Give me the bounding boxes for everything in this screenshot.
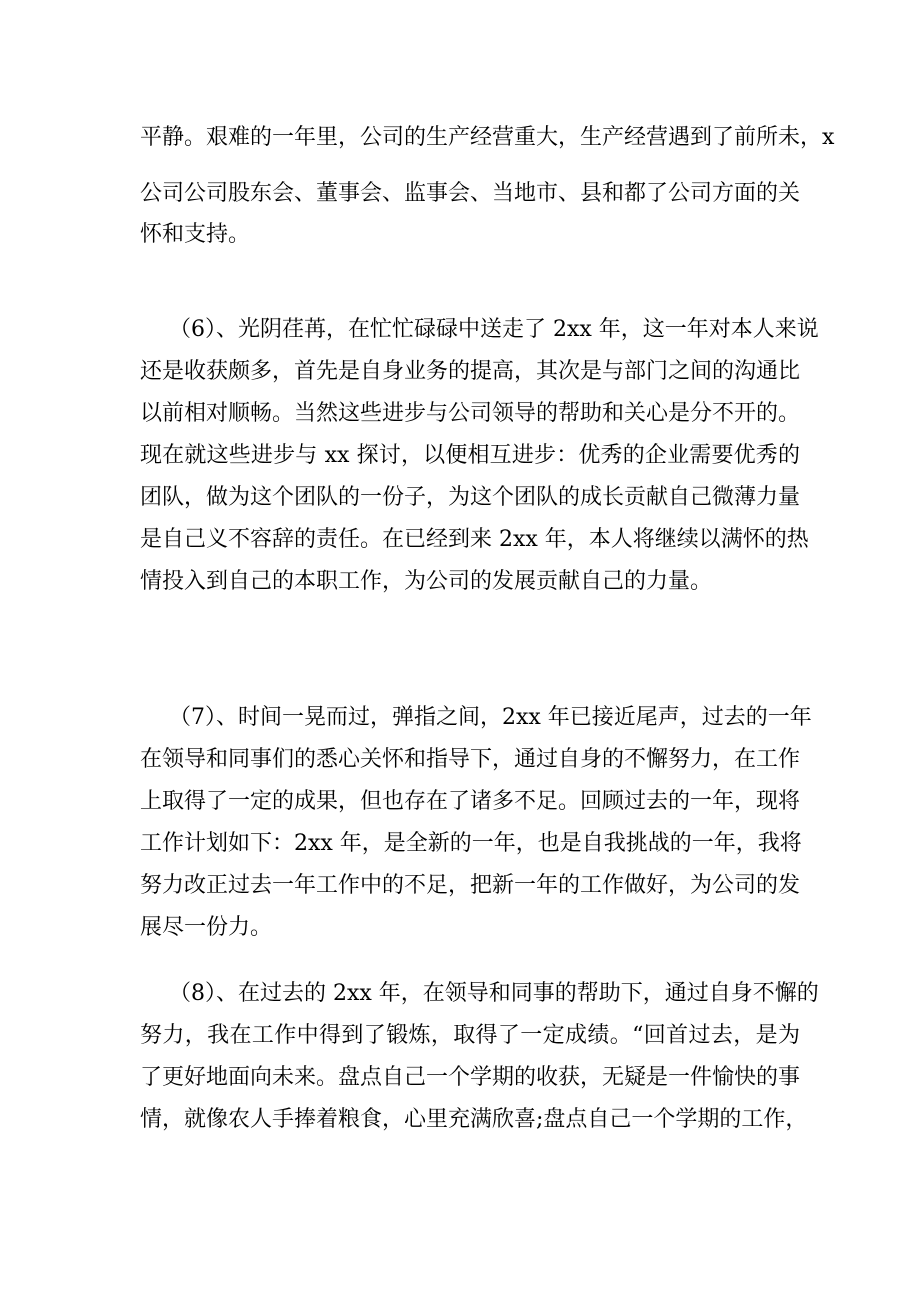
text-line: 团队，做为这个团队的一份子，为这个团队的成长贡献自己微薄力量 (140, 485, 801, 510)
text-line: 上取得了一定的成果，但也存在了诸多不足。回顾过去的一年，现将 (140, 789, 801, 814)
text-line: 是自己义不容辞的责任。在已经到来 2xx 年，本人将继续以满怀的热 (140, 527, 809, 552)
text-line: （6）、光阴荏苒，在忙忙碌碌中送走了 2xx 年，这一年对本人来说 (169, 317, 819, 342)
text-line: 还是收获颇多，首先是自身业务的提高，其次是与部门之间的沟通比 (140, 359, 801, 384)
text-line: 展尽一份力。 (140, 915, 273, 940)
text-line: 情，就像农人手捧着粮食，心里充满欣喜;盘点自己一个学期的工作， (140, 1107, 808, 1132)
text-line: （8）、在过去的 2xx 年，在领导和同事的帮助下，通过自身不懈的 (169, 981, 819, 1006)
text-line: 情投入到自己的本职工作，为公司的发展贡献自己的力量。 (140, 569, 713, 594)
text-line: 怀和支持。 (140, 222, 251, 247)
text-line: 平静。艰难的一年里，公司的生产经营重大，生产经营遇到了前所未，x (140, 125, 835, 150)
text-line: 工作计划如下：2xx 年，是全新的一年，也是自我挑战的一年，我将 (140, 831, 802, 856)
text-line: 努力，我在工作中得到了锻炼，取得了一定成绩。“回首过去，是为 (140, 1023, 800, 1048)
text-line: 了更好地面向未来。盘点自己一个学期的收获，无疑是一件愉快的事 (140, 1065, 801, 1090)
text-line: 在领导和同事们的悉心关怀和指导下，通过自身的不懈努力，在工作 (140, 747, 801, 772)
text-line: 公司公司股东会、董事会、监事会、当地市、县和都了公司方面的关 (140, 181, 801, 206)
text-line: 以前相对顺畅。当然这些进步与公司领导的帮助和关心是分不开的。 (140, 401, 801, 426)
text-line: （7）、时间一晃而过，弹指之间，2xx 年已接近尾声，过去的一年 (169, 705, 812, 730)
text-line: 努力改正过去一年工作中的不足，把新一年的工作做好，为公司的发 (140, 873, 801, 898)
text-line: 现在就这些进步与 xx 探讨，以便相互进步：优秀的企业需要优秀的 (140, 443, 800, 468)
